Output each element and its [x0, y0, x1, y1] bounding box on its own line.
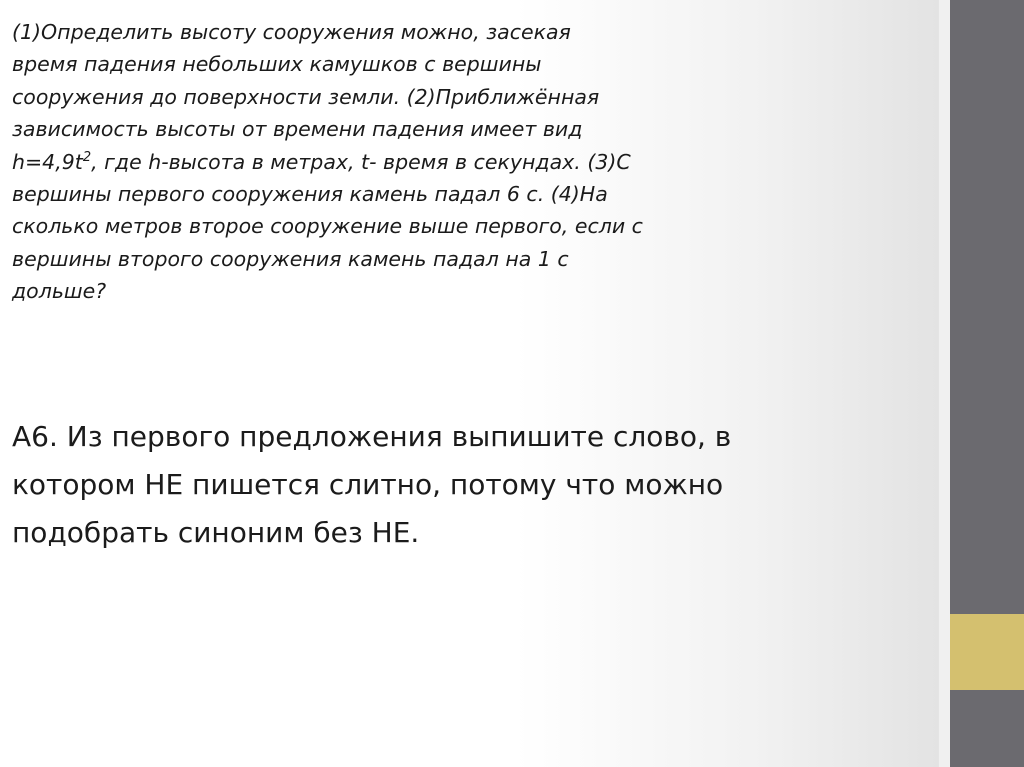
problem-line-6: вершины первого сооружения камень падал 6 с. (4)На: [12, 182, 608, 207]
problem-line-1: (1)Определить высоту сооружения можно, засекая: [12, 20, 571, 44]
problem-line-4: зависимость высоты от времени падения имеет вид: [12, 117, 583, 142]
formula-exponent: 2: [82, 149, 92, 165]
formula-text: h=4,9t: [12, 149, 83, 174]
problem-line-7: сколько метров второе сооружение выше первого, если с: [12, 214, 643, 239]
question-line-3: подобрать синоним без НЕ.: [12, 516, 420, 549]
problem-line-3: сооружения до поверхности земли. (2)Приближённая: [12, 84, 600, 109]
problem-line-2: время падения небольших камушков с вершины: [12, 52, 542, 77]
problem-text: [12, 16, 812, 308]
problem-line-5: [12, 150, 631, 174]
side-accent-block: [950, 614, 1024, 690]
question-line-1: А6. Из первого предложения выпишите слово, в: [12, 420, 732, 453]
problem-line-9: дольше?: [12, 279, 107, 304]
formula-description: , где h-высота в метрах, t- время в секундах. (3)С: [91, 149, 631, 174]
question-text: [12, 413, 892, 557]
question-line-2: котором НЕ пишется слитно, потому что можно: [12, 468, 724, 501]
problem-line-8: вершины второго сооружения камень падал на 1 с: [12, 246, 569, 271]
